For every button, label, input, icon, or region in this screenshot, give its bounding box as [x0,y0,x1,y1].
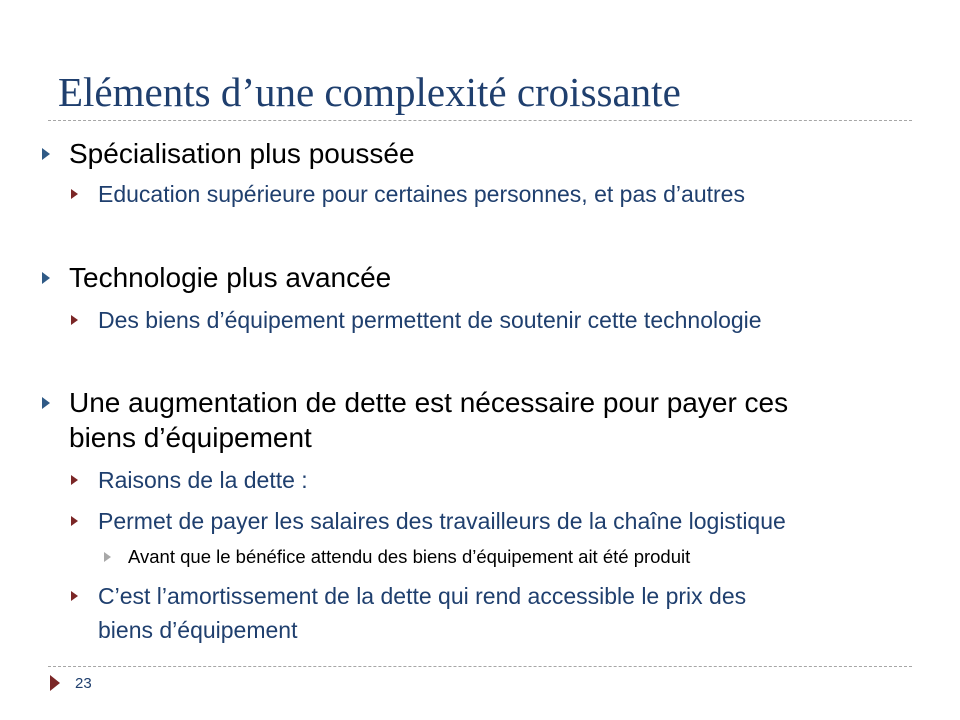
page-number: 23 [75,675,92,692]
slide-title: Eléments d’une complexité croissante [58,69,681,115]
bullet-level2-text: C’est l’amortissement de la dette qui rend accessible le prix des [98,583,747,609]
sub-bullet-arrow-icon [71,189,78,199]
bullet-arrow-icon [42,397,50,409]
sub-bullet-arrow-icon [71,516,78,526]
bullet-level3-text: Avant que le bénéfice attendu des biens d’équipement ait été produit [128,546,691,567]
sub-bullet-arrow-icon [71,315,78,325]
sub-bullet-arrow-icon [71,475,78,485]
sub-bullet-arrow-icon [71,591,78,601]
sub-sub-bullet-arrow-icon [104,552,111,562]
bullet-level1-text: Spécialisation plus poussée [69,138,415,169]
bullet-arrow-icon [42,148,50,160]
bullet-arrow-icon [42,272,50,284]
bullet-level2-text: Permet de payer les salaires des travailleurs de la chaîne logistique [98,508,786,534]
bullet-level2-text: Des biens d’équipement permettent de soutenir cette technologie [98,307,762,333]
bullet-level1-text: Une augmentation de dette est nécessaire pour payer ces [69,387,789,418]
bullet-level2-text: Raisons de la dette : [98,467,308,493]
bullet-level2-text-continued: biens d’équipement [98,617,298,643]
bullet-level1-text: Technologie plus avancée [69,262,392,293]
bullet-level1-text-continued: biens d’équipement [69,422,312,453]
bullet-level2-text: Education supérieure pour certaines personnes, et pas d’autres [98,181,745,207]
title-divider [48,120,912,121]
footer-divider [48,666,912,667]
footer-triangle-icon [50,675,60,691]
